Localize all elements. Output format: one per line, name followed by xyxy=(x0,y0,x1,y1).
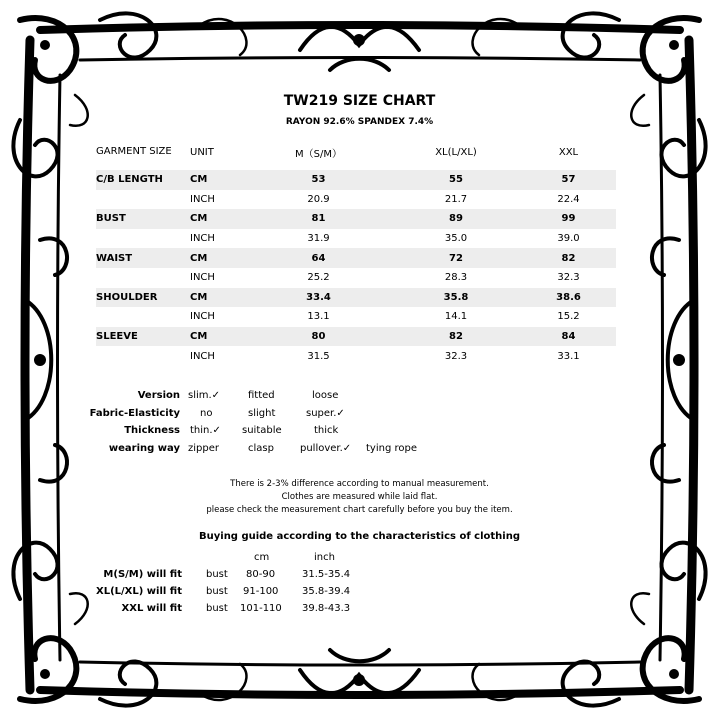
table-row xyxy=(96,268,616,288)
value-cell: 33.4 xyxy=(246,288,391,308)
guide-part: bust xyxy=(206,569,228,580)
char-option: thick xyxy=(314,425,339,436)
value-cell: 35.8 xyxy=(391,288,521,308)
value-cell: 13.1 xyxy=(307,311,330,323)
guide-col-inch: inch xyxy=(314,552,335,563)
unit-cell: INCH xyxy=(190,233,215,245)
char-option: slim.✓ xyxy=(188,390,221,401)
value-cell: 21.7 xyxy=(444,193,468,205)
char-option: super.✓ xyxy=(306,407,345,419)
char-option: no xyxy=(200,407,213,419)
value-cell: 80 xyxy=(246,327,391,347)
table-row xyxy=(96,190,616,210)
value-cell: 22.4 xyxy=(557,193,580,205)
value-cell: 32.3 xyxy=(557,272,580,284)
value-cell: 55 xyxy=(391,170,521,190)
value-cell: 28.3 xyxy=(444,272,468,284)
value-cell: 32.3 xyxy=(444,350,468,362)
measure-name: BUST xyxy=(96,209,190,229)
header-size-xxl: XXL xyxy=(558,146,579,158)
unit-cell: CM xyxy=(190,170,246,190)
measure-name: C/B LENGTH xyxy=(96,170,190,190)
unit-cell: INCH xyxy=(190,311,215,323)
value-cell: 53 xyxy=(246,170,391,190)
table-row xyxy=(96,288,616,308)
value-cell: 64 xyxy=(246,248,391,268)
char-option: loose xyxy=(312,390,339,401)
measure-name: SLEEVE xyxy=(96,327,190,347)
char-option: tying rope xyxy=(366,442,417,454)
value-cell: 15.2 xyxy=(557,311,580,323)
guide-cm: 80-90 xyxy=(246,569,276,580)
value-cell: 33.1 xyxy=(557,350,580,362)
guide-col-cm: cm xyxy=(254,552,270,563)
material-composition: RAYON 92.6% SPANDEX 7.4% xyxy=(285,117,434,127)
guide-part: bust xyxy=(206,586,228,597)
guide-inch: 39.8-43.3 xyxy=(302,603,351,614)
unit-cell: INCH xyxy=(190,350,215,362)
chart-title: TW219 SIZE CHART xyxy=(283,93,436,109)
guide-inch: 31.5-35.4 xyxy=(302,569,351,580)
header-unit: UNIT xyxy=(190,146,214,158)
table-row xyxy=(96,248,616,268)
char-option: slight xyxy=(248,407,276,419)
measurement-notes xyxy=(0,478,719,517)
guide-cm: 91-100 xyxy=(243,586,279,597)
buying-guide-title: Buying guide according to the characteristics of clothing xyxy=(199,531,520,542)
value-cell: 20.9 xyxy=(307,193,330,205)
char-option: fitted xyxy=(248,390,275,401)
char-option: thin.✓ xyxy=(190,425,221,436)
measure-name: SHOULDER xyxy=(96,288,190,308)
guide-part: bust xyxy=(206,603,228,614)
value-cell: 35.0 xyxy=(444,233,468,245)
value-cell: 38.6 xyxy=(521,288,616,308)
value-cell: 31.9 xyxy=(307,233,330,245)
table-row xyxy=(96,307,616,327)
guide-label: XXL will fit xyxy=(121,603,182,614)
note-line: Clothes are measured while laid flat. xyxy=(281,492,438,502)
size-table xyxy=(96,134,616,366)
value-cell: 72 xyxy=(391,248,521,268)
table-header-row xyxy=(96,134,616,170)
char-label: wearing way xyxy=(108,442,180,454)
unit-cell: CM xyxy=(190,209,246,229)
table-row xyxy=(96,170,616,190)
header-garment-size: GARMENT SIZE xyxy=(96,146,172,157)
char-option: clasp xyxy=(248,442,274,454)
unit-cell: INCH xyxy=(190,272,215,284)
table-row xyxy=(96,346,616,366)
char-option: zipper xyxy=(188,442,219,454)
unit-cell: INCH xyxy=(190,193,215,205)
value-cell: 31.5 xyxy=(307,350,330,362)
measure-name: WAIST xyxy=(96,248,190,268)
unit-cell: CM xyxy=(190,248,246,268)
header-size-xl: XL(L/XL) xyxy=(435,146,477,158)
char-option: pullover.✓ xyxy=(300,442,352,454)
table-row xyxy=(96,229,616,249)
table-row xyxy=(96,327,616,347)
value-cell: 99 xyxy=(521,209,616,229)
guide-label: M(S/M) will fit xyxy=(103,569,182,580)
char-label: Version xyxy=(137,390,180,401)
value-cell: 89 xyxy=(391,209,521,229)
unit-cell: CM xyxy=(190,288,246,308)
guide-inch: 35.8-39.4 xyxy=(302,586,351,597)
value-cell: 57 xyxy=(521,170,616,190)
char-label: Thickness xyxy=(124,425,180,436)
note-line: please check the measurement chart carefully before you buy the item. xyxy=(206,505,513,515)
note-line: There is 2-3% difference according to manual measurement. xyxy=(230,479,489,489)
header-size-m: M（S/M） xyxy=(295,148,342,160)
value-cell: 25.2 xyxy=(307,272,330,284)
value-cell: 84 xyxy=(521,327,616,347)
value-cell: 39.0 xyxy=(557,233,580,245)
char-option: suitable xyxy=(242,425,282,436)
char-label: Fabric-Elasticity xyxy=(89,407,180,419)
value-cell: 81 xyxy=(246,209,391,229)
unit-cell: CM xyxy=(190,327,246,347)
guide-cm: 101-110 xyxy=(240,603,282,614)
guide-label: XL(L/XL) will fit xyxy=(95,586,182,597)
table-row xyxy=(96,209,616,229)
value-cell: 14.1 xyxy=(444,311,468,323)
value-cell: 82 xyxy=(391,327,521,347)
value-cell: 82 xyxy=(521,248,616,268)
